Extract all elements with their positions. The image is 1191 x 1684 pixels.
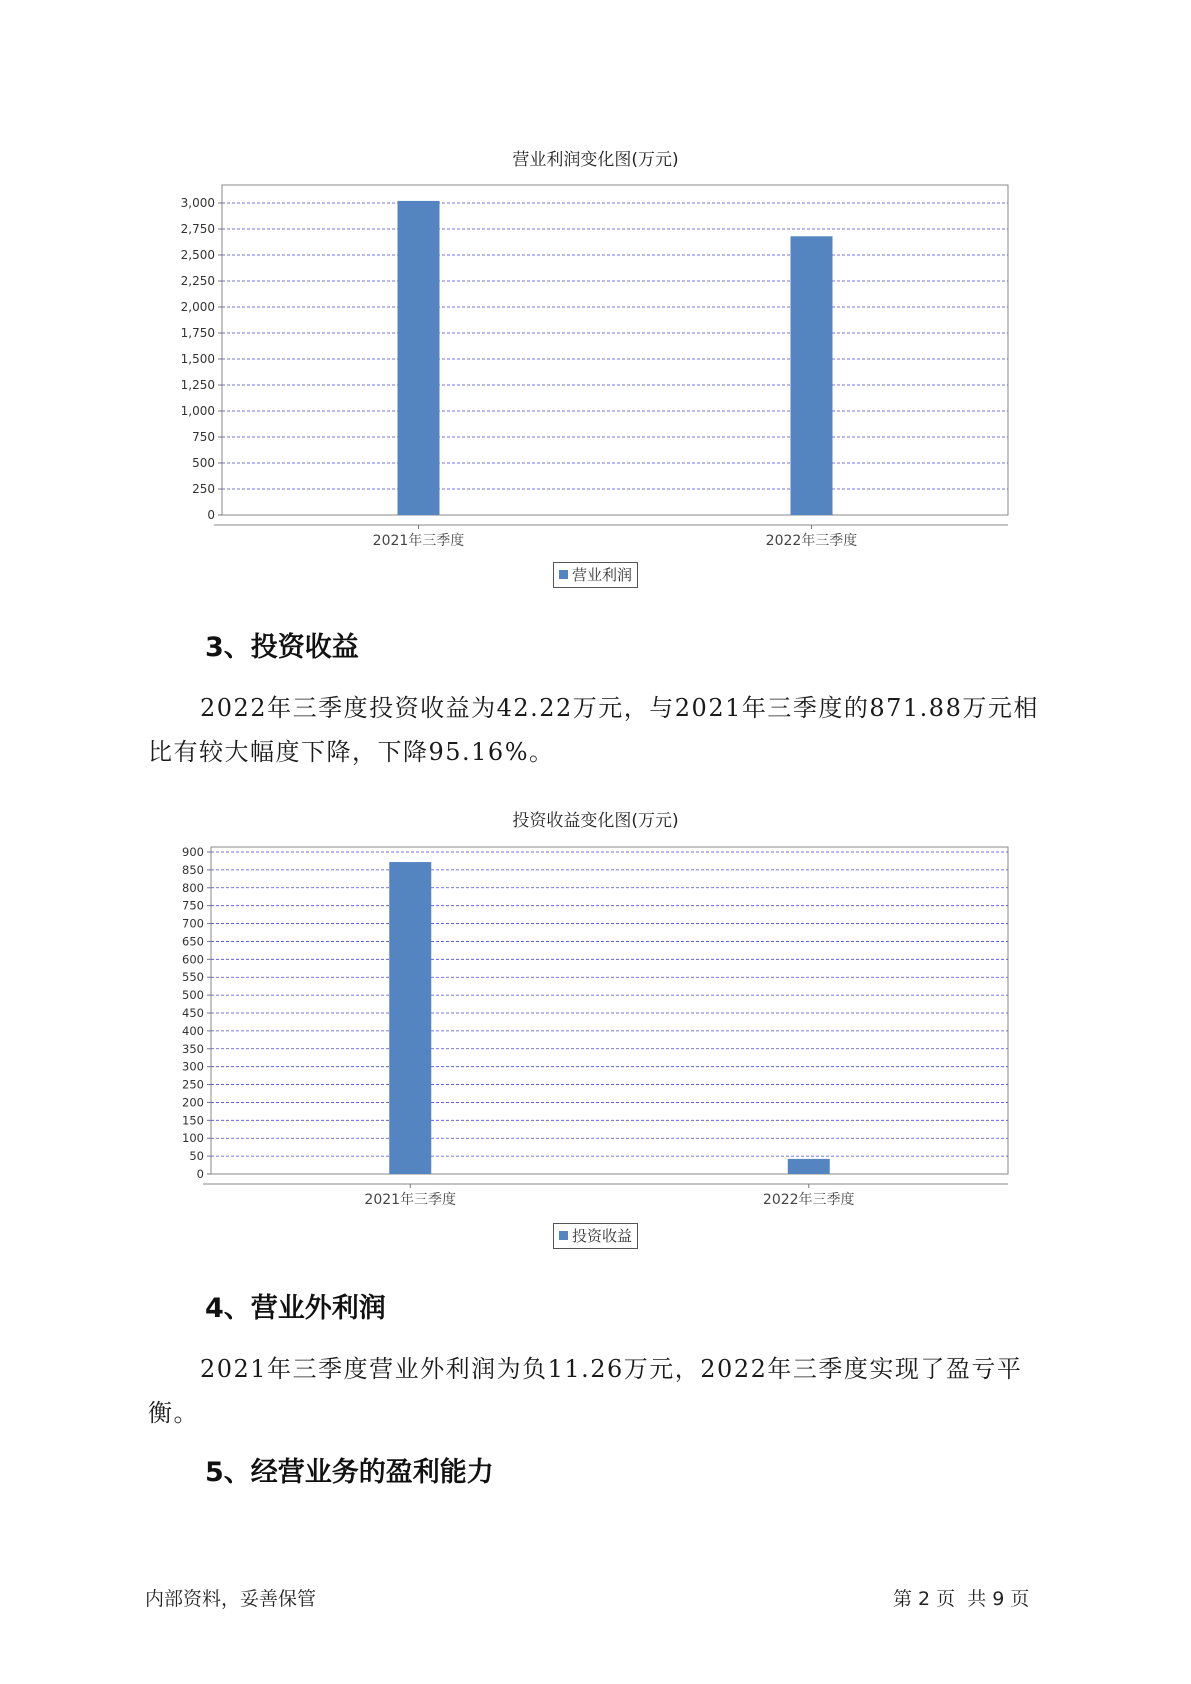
section-4-heading: 4、营业外利润 (205, 1293, 386, 1324)
investment-income-chart (0, 835, 1191, 1215)
chart1-ytick-label: 2,000 (180, 300, 215, 314)
footer-page-number: 第 2 页 共 9 页 (893, 1588, 1030, 1610)
chart1-xtick-label: 2022年三季度 (765, 533, 858, 549)
chart1-legend-label: 营业利润 (572, 566, 633, 584)
chart2-ytick-label: 250 (182, 1077, 204, 1092)
chart1-ytick-label: 2,500 (180, 248, 215, 262)
chart2-legend-swatch (559, 1231, 568, 1240)
chart2-legend-label: 投资收益 (572, 1227, 633, 1245)
chart1-ytick-label: 1,250 (180, 378, 215, 392)
chart2-ytick-label: 400 (182, 1023, 204, 1038)
chart1-ytick-label: 2,250 (180, 274, 215, 288)
chart1-legend-swatch (559, 570, 568, 579)
chart1-title: 营业利润变化图(万元) (512, 150, 679, 170)
chart2-ytick-label: 450 (182, 1006, 204, 1020)
operating-profit-chart (0, 170, 1191, 550)
chart1-ytick-label: 750 (192, 430, 215, 444)
chart2-ytick-label: 100 (182, 1131, 204, 1146)
chart2-ytick-label: 700 (182, 916, 204, 931)
chart2-xtick-label: 2021年三季度 (364, 1192, 457, 1208)
chart2-bar-2 (788, 1159, 830, 1174)
section-3-heading: 3、投资收益 (205, 632, 359, 663)
chart1-plot-area (222, 185, 1008, 515)
chart2-bar-1 (389, 862, 431, 1174)
chart1-ytick-label: 1,000 (180, 404, 215, 418)
chart2-ytick-label: 0 (196, 1167, 204, 1181)
chart2-plot-area (211, 847, 1008, 1174)
chart2-ytick-label: 300 (182, 1059, 204, 1074)
chart2-ytick-label: 750 (182, 898, 204, 913)
chart1-ytick-label: 1,750 (180, 326, 215, 340)
section-3-paragraph (148, 686, 1058, 774)
section-4-text: 2021年三季度营业外利润为负11.26万元，2022年三季度实现了盈亏平衡。 (148, 1355, 1023, 1427)
chart1-ytick-label: 3,000 (180, 196, 215, 210)
chart2-ytick-label: 200 (182, 1095, 204, 1110)
chart2-legend (553, 1223, 638, 1249)
chart1-ytick-label: 1,500 (180, 352, 215, 366)
chart1-ytick-label: 0 (207, 508, 215, 522)
chart2-ytick-label: 600 (182, 952, 204, 967)
chart2-ytick-label: 550 (182, 970, 204, 985)
chart2-ytick-label: 350 (182, 1041, 204, 1056)
chart2-ytick-label: 900 (182, 845, 204, 859)
section-5-heading: 5、经营业务的盈利能力 (205, 1457, 494, 1488)
chart2-ytick-label: 850 (182, 862, 204, 877)
chart1-legend (553, 562, 638, 588)
chart1-ytick-label: 250 (192, 482, 215, 496)
chart2-ytick-label: 50 (189, 1149, 204, 1164)
chart2-ytick-label: 150 (182, 1113, 204, 1128)
chart2-ytick-label: 800 (182, 880, 204, 895)
chart2-ytick-label: 500 (182, 988, 204, 1003)
chart2-title: 投资收益变化图(万元) (512, 811, 679, 831)
section-4-paragraph (148, 1347, 1058, 1435)
chart1-ytick-label: 2,750 (180, 222, 215, 236)
footer-confidential-note: 内部资料，妥善保管 (145, 1588, 317, 1610)
chart1-xtick-label: 2021年三季度 (372, 533, 465, 549)
chart1-bar-1 (398, 201, 440, 515)
section-3-text: 2022年三季度投资收益为42.22万元，与2021年三季度的871.88万元相比有较大幅度下降，下降95.16%。 (148, 694, 1039, 766)
chart2-xtick-label: 2022年三季度 (762, 1192, 855, 1208)
chart1-bar-2 (791, 236, 833, 515)
chart1-ytick-label: 500 (192, 456, 215, 470)
chart2-ytick-label: 650 (182, 934, 204, 949)
